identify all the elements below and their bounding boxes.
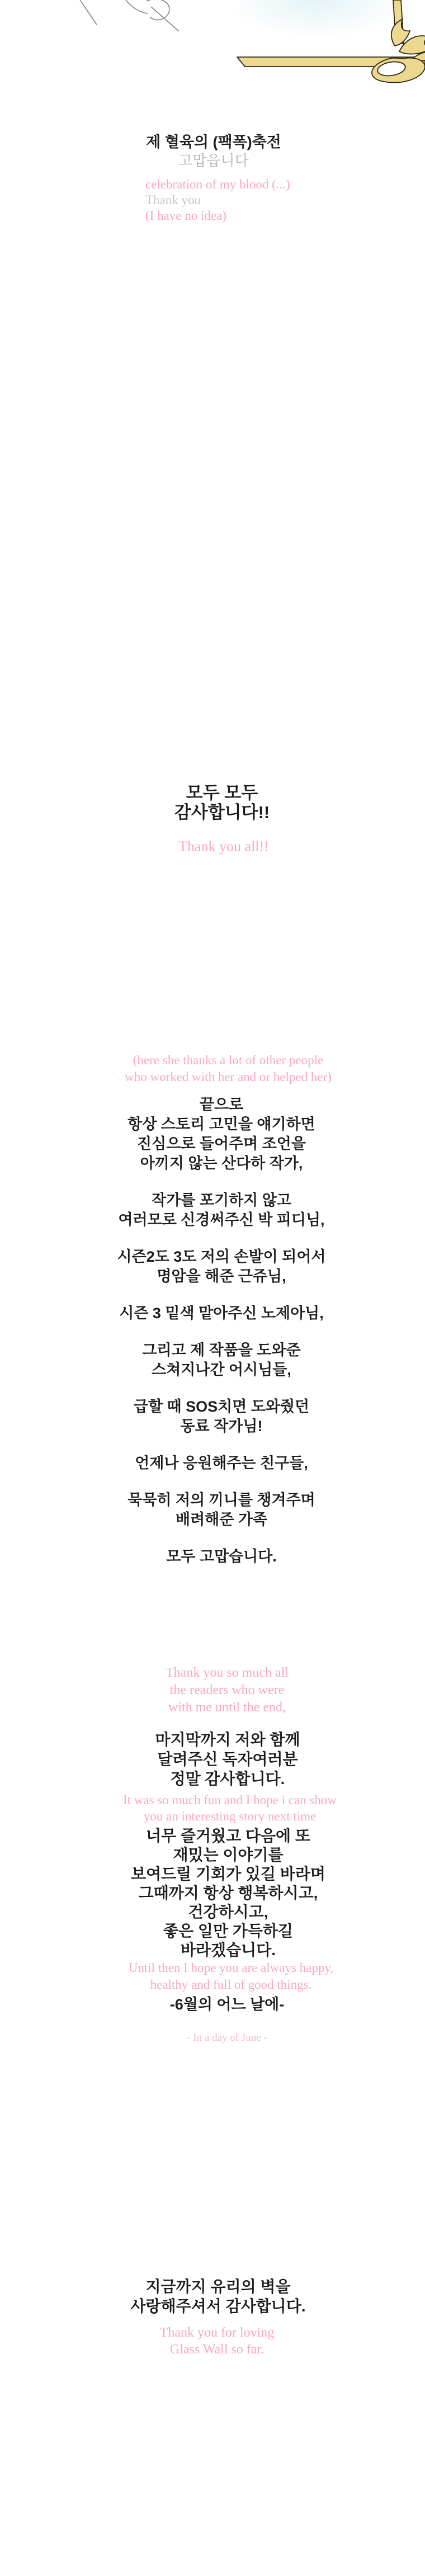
fanart-translation-line: (I have no idea): [145, 209, 226, 223]
credits-line: 아끼지 않는 산다하 작가,: [140, 1155, 303, 1172]
credits-line: 여러모로 신경써주신 박 피디님,: [118, 1211, 325, 1228]
readers-english-line: with me until the end,: [168, 1700, 286, 1715]
thanks-all-english: Thank you all!!: [178, 838, 269, 855]
credits-line: 시즌2도 3도 저의 손발이 되어서: [117, 1248, 326, 1265]
credits-line: 언제나 응원해주는 친구들,: [135, 1455, 308, 1471]
credits-line: 진심으로 들어주며 조언을: [137, 1135, 306, 1152]
readers-english-fun: [17, 1792, 425, 1824]
credits-line: 배려해준 가족: [176, 1511, 267, 1528]
readers-english-line: Thank you so much all: [166, 1666, 289, 1680]
readers-korean-line: 건강하시고,: [188, 1903, 268, 1921]
readers-english-line: It was so much fun and I hope i can show: [123, 1793, 337, 1807]
top-decoration: [0, 0, 425, 95]
readers-english-line: the readers who were: [169, 1683, 285, 1697]
readers-korean-line: 정말 감사합니다.: [170, 1770, 285, 1787]
credits-paragraph: [9, 1191, 425, 1230]
credits-line: 모두 고맙습니다.: [166, 1548, 277, 1565]
fanart-translation-line: celebration of my blood (...): [145, 177, 290, 191]
credits-line: 묵묵히 저의 끼니를 챙겨주며: [128, 1492, 315, 1508]
credits-line: 그리고 제 작품을 도와준: [142, 1342, 301, 1358]
glasswall-english-line: Glass Wall so far.: [169, 2342, 265, 2357]
glasswall-english-line: Thank you for loving: [159, 2325, 275, 2340]
readers-english-line: you an interesting story next time: [143, 1809, 317, 1823]
translator-note: [16, 1052, 425, 1086]
thanks-all-korean-line: 감사합니다!!: [174, 803, 270, 822]
readers-korean-line: 달려주신 독자여러분: [157, 1751, 298, 1768]
glasswall-english: [4, 2324, 425, 2358]
thanks-all-korean-line: 모두 모두: [186, 783, 258, 803]
glasswall-korean: [6, 2277, 425, 2316]
credits-paragraph: [9, 1247, 425, 1286]
readers-korean-line: 그때까지 항상 행복하시고,: [138, 1884, 318, 1902]
readers-korean-line: 너무 즐거웠고 다음에 또: [146, 1827, 310, 1844]
credits-line: 명암을 해준 근쥬님,: [157, 1268, 286, 1285]
unfinished-pencil-sketch-lines-icon: [80, 0, 179, 31]
readers-korean-line: 바라겠습니다.: [180, 1941, 276, 1959]
credits-line: 급할 때 SOS치면 도와줬던: [133, 1398, 310, 1415]
readers-korean-line: 재밌는 이야기를: [173, 1846, 284, 1863]
credits-line: 항상 스토리 고민을 얘기하면: [128, 1116, 315, 1133]
credits-paragraph: [9, 1454, 425, 1473]
credits-line: 시즌 3 밑색 맡아주신 노제아님,: [119, 1305, 324, 1322]
glasswall-korean-line: 지금까지 유리의 벽을: [145, 2278, 291, 2295]
credits-paragraph: [9, 1304, 425, 1323]
frame-inner-tint: [238, 0, 394, 45]
readers-korean-wish: [16, 1827, 425, 1960]
fanart-subtitle-text: 고맙읍니다: [178, 152, 249, 169]
readers-english-line: Until then I hope you are always happy,: [128, 1961, 334, 1975]
translator-note-line: who worked with her and or helped her): [125, 1070, 332, 1084]
credits-block: [9, 1095, 425, 1567]
readers-korean-thanks: [15, 1730, 425, 1789]
readers-korean-line: 마지막까지 저와 함께: [155, 1731, 300, 1748]
readers-korean-line: 좋은 일만 가득하길: [163, 1922, 293, 1940]
fanart-translation: [145, 177, 414, 224]
credits-paragraph: [9, 1547, 425, 1567]
readers-english-wish: [18, 1960, 425, 1993]
date-english: - In a day of June -: [187, 2032, 267, 2044]
fanart-subtitle-korean: [1, 152, 425, 169]
credits-paragraph: [9, 1095, 425, 1173]
readers-english-intro: [15, 1664, 425, 1716]
credits-paragraph: [9, 1341, 425, 1380]
fanart-translation-line: Thank you: [145, 193, 201, 207]
glasswall-korean-line: 사랑해주셔서 감사합니다.: [130, 2297, 306, 2315]
credits-line: 작가를 포기하지 않고: [152, 1192, 291, 1209]
readers-english-line: healthy and full of good things.: [150, 1978, 312, 1992]
credits-paragraph: [9, 1397, 425, 1436]
credits-paragraph: [9, 1490, 425, 1530]
credits-line: 스쳐지나간 어시님들,: [152, 1361, 291, 1378]
credits-line: 동료 작가님!: [180, 1418, 263, 1435]
date-korean: -6월의 어느 날에-: [169, 1996, 285, 2013]
thanks-all-korean: [10, 783, 425, 822]
credits-line: 끝으로: [199, 1096, 244, 1113]
translator-note-line: (here she thanks a lot of other people: [133, 1053, 324, 1067]
readers-korean-line: 보여드릴 기회가 있길 바라며: [131, 1865, 325, 1883]
fanart-title-korean: 제 혈육의 (팩폭)축전: [146, 134, 281, 150]
